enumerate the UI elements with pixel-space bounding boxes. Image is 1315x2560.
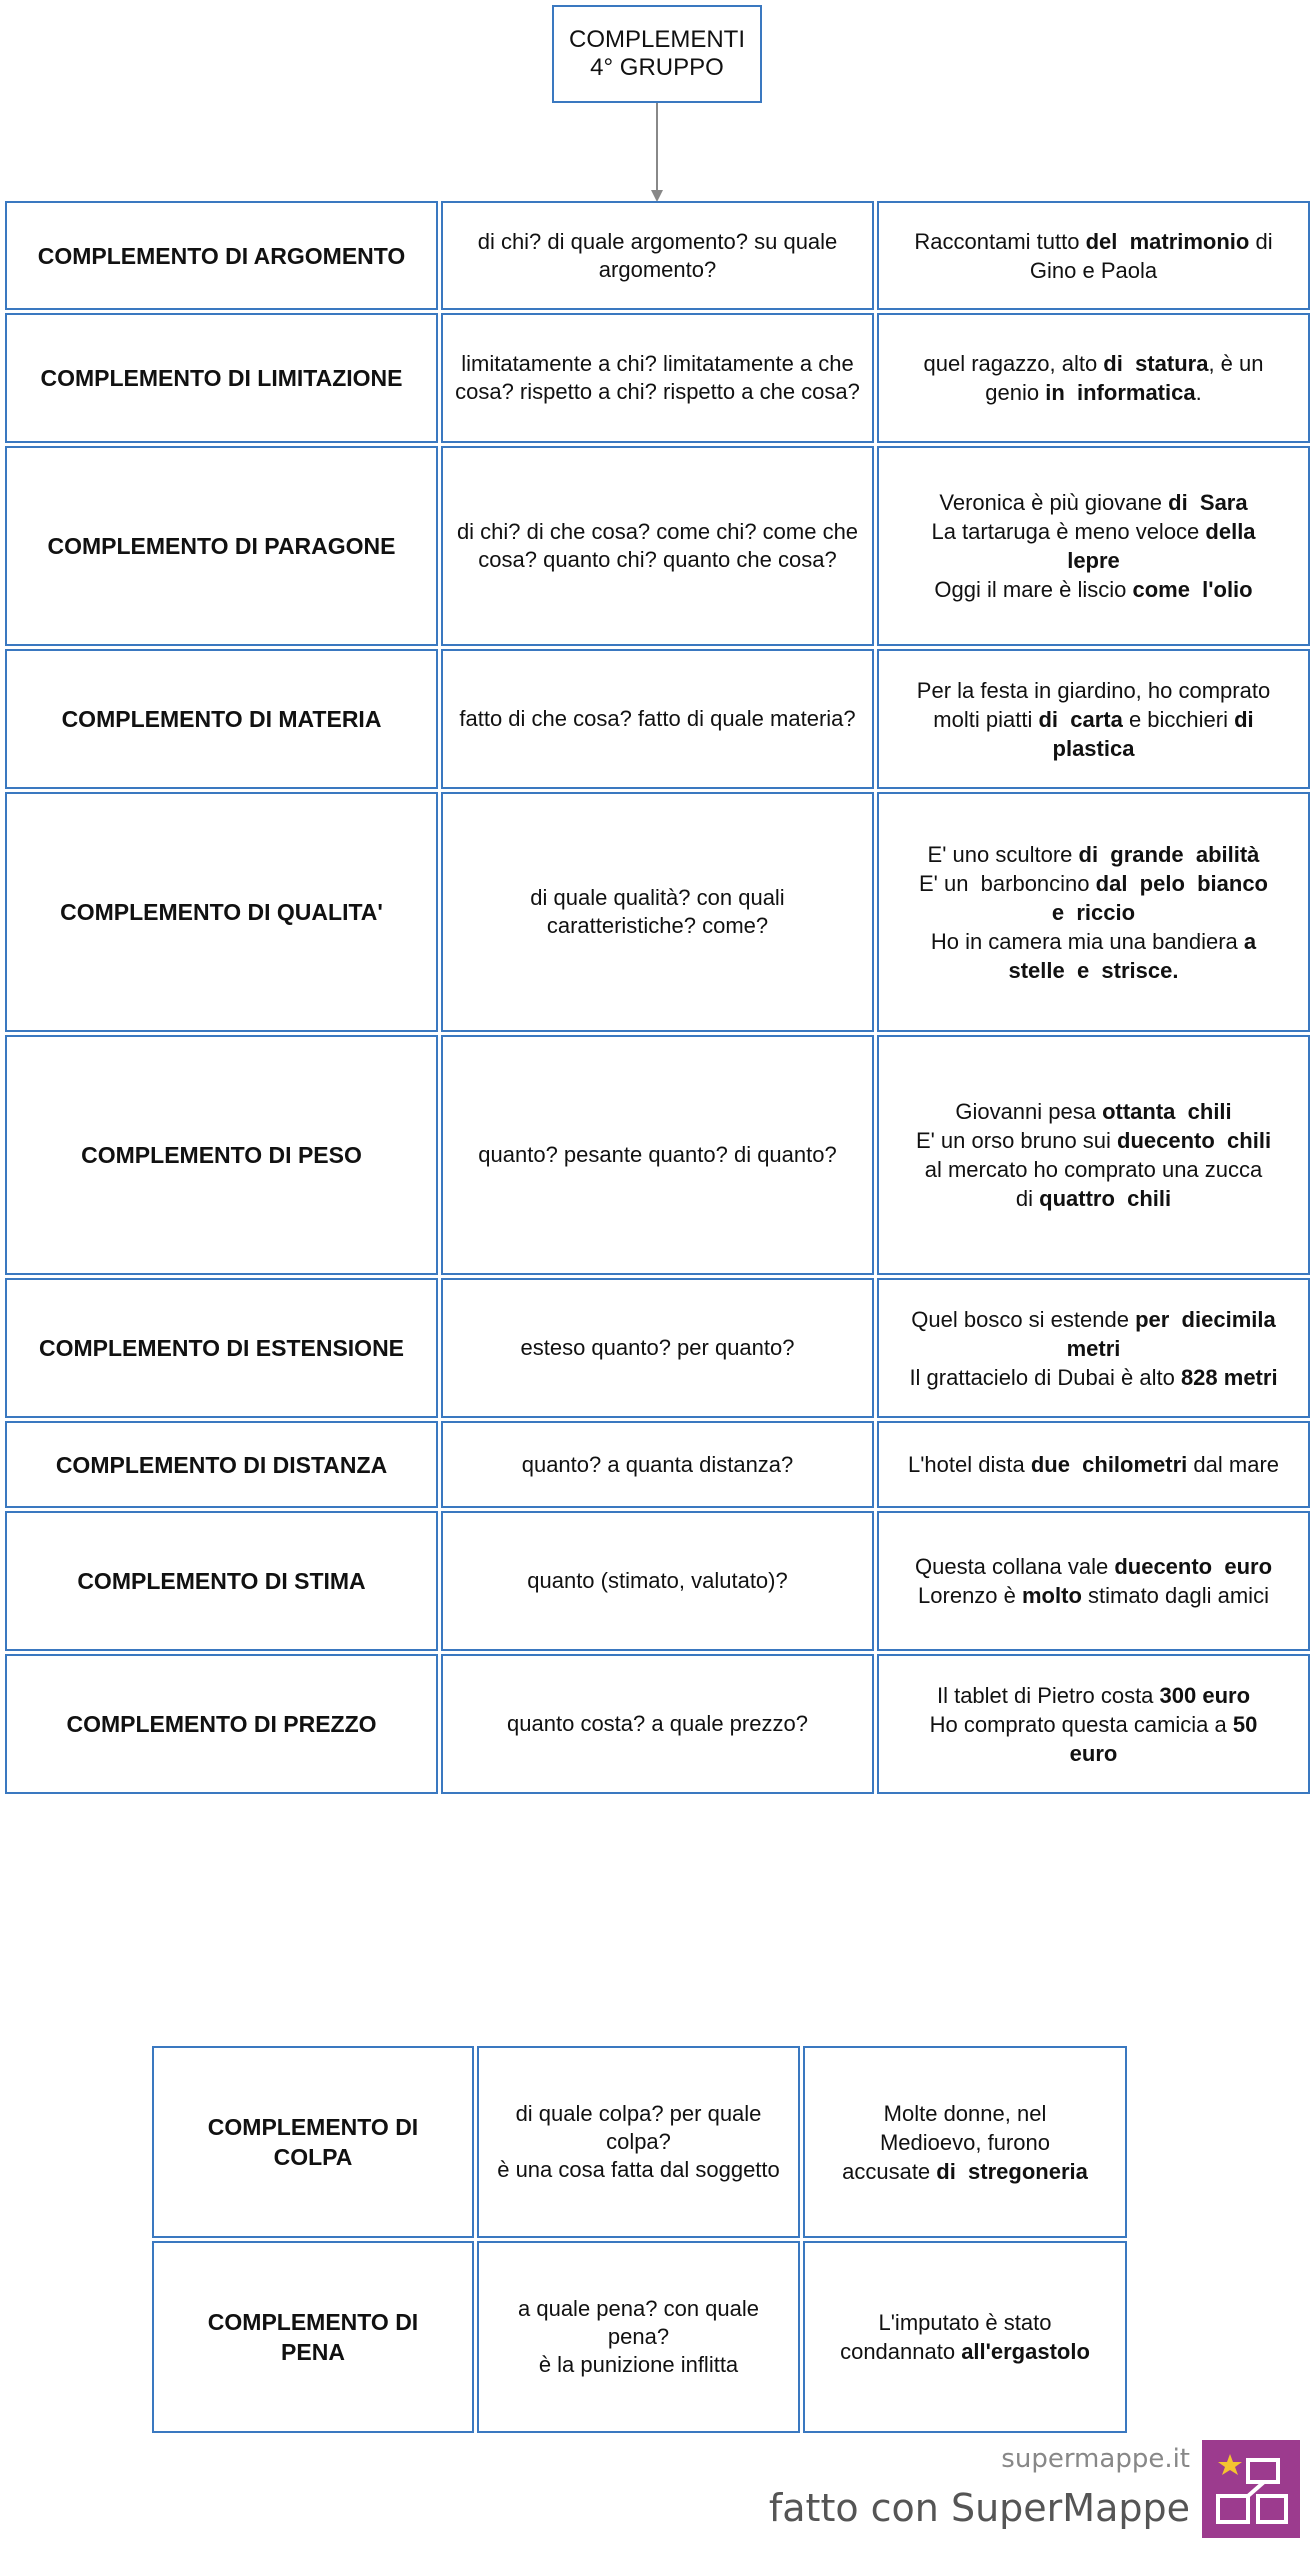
questions-cell <box>441 1421 874 1508</box>
example-segment: molti piatti <box>933 706 1039 732</box>
complement-name: COMPLEMENTO DI PESO <box>81 1142 362 1168</box>
example-segment: Lorenzo è <box>918 1583 1022 1608</box>
example-segment: Ho in camera mia una bandiera <box>930 928 1244 954</box>
example-cell <box>877 1654 1310 1794</box>
example-segment: E' uno scultore <box>927 841 1079 867</box>
questions-cell <box>477 2046 800 2238</box>
example-highlight: plastica <box>1052 735 1135 761</box>
example-highlight: di grande abilità <box>1078 841 1260 867</box>
complement-name-cell <box>5 649 438 789</box>
example-text <box>916 1097 1271 1213</box>
example-segment: quel ragazzo, alto <box>923 351 1104 376</box>
example-highlight: di statura <box>1103 351 1209 376</box>
complement-name-cell <box>5 792 438 1032</box>
questions-cell <box>441 201 874 310</box>
example-text <box>909 1305 1277 1392</box>
example-segment: L'imputato è stato <box>878 2310 1052 2335</box>
example-line <box>931 575 1255 604</box>
questions-text: esteso quanto? per quanto? <box>520 1335 795 1360</box>
questions-text: di chi? di quale argomento? su quale argomento? <box>477 228 838 282</box>
example-line <box>916 1097 1271 1126</box>
example-line <box>916 1126 1271 1155</box>
example-segment: Oggi il mare è liscio <box>934 577 1133 602</box>
complement-name-cell <box>5 1421 438 1508</box>
example-segment: Raccontami tutto <box>914 228 1086 254</box>
example-highlight: di Sara <box>1168 490 1248 515</box>
example-text <box>930 1681 1258 1768</box>
example-cell <box>877 1511 1310 1651</box>
complement-name-cell <box>5 1511 438 1651</box>
example-text <box>915 1552 1272 1610</box>
complement-name-cell <box>5 313 438 443</box>
example-line <box>909 1305 1277 1334</box>
example-cell <box>877 1421 1310 1508</box>
example-highlight: e riccio <box>1051 899 1136 925</box>
example-segment: genio <box>985 380 1046 405</box>
example-highlight: 828 metri <box>1180 1364 1278 1390</box>
example-line <box>916 1184 1271 1213</box>
example-segment: Gino e Paola <box>1029 257 1158 283</box>
example-segment: Molte donne, nel <box>883 2100 1047 2126</box>
example-text <box>914 227 1272 285</box>
example-line <box>840 2308 1090 2337</box>
example-highlight: 300 euro <box>1159 1682 1251 1708</box>
example-cell <box>877 1035 1310 1275</box>
example-cell <box>877 201 1310 310</box>
example-segment: Quel bosco si estende <box>911 1306 1136 1332</box>
complement-name: COMPLEMENTO DI COLPA <box>207 2114 419 2170</box>
complement-name: COMPLEMENTO DI MATERIA <box>61 706 382 732</box>
example-segment: al mercato ho comprato una zucca <box>924 1157 1263 1182</box>
example-cell <box>877 792 1310 1032</box>
example-segment: Medioevo, furono <box>879 2129 1050 2155</box>
example-segment: e bicchieri <box>1122 706 1235 732</box>
example-highlight: duecento chili <box>1117 1128 1272 1153</box>
example-segment: Il grattacielo di Dubai è alto <box>909 1364 1181 1390</box>
questions-text: a quale pena? con quale pena? è la punizione inflitta <box>518 2296 759 2377</box>
example-cell <box>877 649 1310 789</box>
example-line <box>842 2099 1088 2128</box>
example-line <box>919 840 1268 869</box>
questions-cell <box>477 2241 800 2433</box>
example-highlight: metri <box>1066 1335 1121 1361</box>
example-line <box>842 2128 1088 2157</box>
example-line <box>924 349 1264 378</box>
example-text <box>924 349 1264 407</box>
complement-name-cell <box>152 2046 474 2238</box>
example-highlight: a <box>1243 928 1257 954</box>
example-highlight: 50 <box>1232 1711 1258 1737</box>
example-line <box>930 1681 1258 1710</box>
example-line <box>930 1739 1258 1768</box>
example-text <box>908 1450 1279 1479</box>
questions-cell <box>441 446 874 646</box>
example-line <box>914 256 1272 285</box>
example-line <box>931 517 1255 546</box>
supermappe-branding <box>768 2440 1300 2550</box>
example-text <box>917 676 1270 763</box>
example-highlight: di carta <box>1038 706 1123 732</box>
questions-cell <box>441 313 874 443</box>
questions-text: fatto di che cosa? fatto di quale materia? <box>459 706 856 731</box>
example-line <box>924 378 1264 407</box>
example-text <box>931 488 1255 604</box>
example-highlight: della <box>1205 519 1256 544</box>
questions-text: di quale colpa? per quale colpa? è una cosa fatta dal soggetto <box>497 2101 780 2182</box>
root-title: COMPLEMENTI 4° GRUPPO <box>568 26 745 81</box>
example-cell <box>877 313 1310 443</box>
example-line <box>930 1710 1258 1739</box>
questions-text: di quale qualità? con quali caratteristiche? come? <box>530 885 785 938</box>
example-line <box>917 676 1270 705</box>
complement-name-cell <box>5 1035 438 1275</box>
example-line <box>931 546 1255 575</box>
example-highlight: stelle e strisce. <box>1008 957 1179 983</box>
example-cell <box>803 2241 1127 2433</box>
questions-text: quanto? a quanta distanza? <box>521 1451 794 1477</box>
example-segment: accusate <box>842 2158 937 2184</box>
example-line <box>919 956 1268 985</box>
example-line <box>919 927 1268 956</box>
example-line <box>908 1450 1279 1479</box>
example-highlight: euro <box>1069 1740 1118 1766</box>
example-segment: Per la festa in giardino, ho comprato <box>916 677 1271 703</box>
example-highlight: all'ergastolo <box>961 2339 1090 2364</box>
example-highlight: di stregoneria <box>936 2158 1088 2184</box>
example-text <box>842 2099 1088 2186</box>
complement-name-cell <box>152 2241 474 2433</box>
questions-cell <box>441 649 874 789</box>
example-segment: condannato <box>840 2339 962 2364</box>
example-line <box>909 1334 1277 1363</box>
questions-text: quanto costa? a quale prezzo? <box>507 1711 808 1736</box>
example-text <box>840 2308 1090 2366</box>
brand-site: supermappe.it <box>1001 2444 1190 2474</box>
example-line <box>917 705 1270 734</box>
example-line <box>919 898 1268 927</box>
complement-name-cell <box>5 446 438 646</box>
example-segment: di <box>1015 1186 1040 1211</box>
example-highlight: ottanta chili <box>1102 1099 1232 1124</box>
questions-text: quanto? pesante quanto? di quanto? <box>478 1142 837 1167</box>
example-line <box>919 869 1268 898</box>
complement-name: COMPLEMENTO DI ESTENSIONE <box>38 1335 405 1361</box>
example-segment: Ho comprato questa camicia a <box>929 1711 1233 1737</box>
example-highlight: come l'olio <box>1132 577 1253 602</box>
example-segment: Veronica è più giovane <box>939 490 1169 515</box>
example-highlight: quattro chili <box>1039 1186 1172 1211</box>
example-segment: stimato dagli amici <box>1081 1583 1269 1608</box>
complement-name-cell <box>5 1278 438 1418</box>
complement-name: COMPLEMENTO DI ARGOMENTO <box>37 242 406 269</box>
example-segment: , è un <box>1208 351 1264 376</box>
example-highlight: due chilometri <box>1030 1452 1188 1477</box>
example-line <box>840 2337 1090 2366</box>
supermappe-logo-icon <box>1202 2440 1300 2538</box>
example-line <box>917 734 1270 763</box>
example-cell <box>877 1278 1310 1418</box>
complement-name: COMPLEMENTO DI PREZZO <box>66 1711 377 1737</box>
example-highlight: per diecimila <box>1135 1306 1276 1332</box>
example-highlight: del matrimonio <box>1085 228 1250 254</box>
example-highlight: di <box>1234 706 1254 732</box>
example-line <box>915 1552 1272 1581</box>
example-cell <box>877 446 1310 646</box>
example-segment: L'hotel dista <box>907 1452 1031 1477</box>
questions-cell <box>441 1035 874 1275</box>
example-line <box>931 488 1255 517</box>
example-line <box>914 227 1272 256</box>
example-segment: di <box>1249 228 1273 254</box>
complement-name-cell <box>5 201 438 310</box>
example-line <box>915 1581 1272 1610</box>
example-segment: dal mare <box>1187 1452 1280 1477</box>
brand-made-with: fatto con SuperMappe <box>768 2486 1190 2530</box>
questions-cell <box>441 1511 874 1651</box>
example-line <box>842 2157 1088 2186</box>
example-highlight: molto <box>1022 1583 1082 1608</box>
example-segment: E' un orso bruno sui <box>915 1128 1118 1153</box>
questions-text: quanto (stimato, valutato)? <box>527 1568 788 1593</box>
example-segment: Il tablet di Pietro costa <box>936 1682 1160 1708</box>
example-cell <box>803 2046 1127 2238</box>
example-line <box>909 1363 1277 1392</box>
example-line <box>916 1155 1271 1184</box>
example-highlight: duecento euro <box>1114 1554 1273 1579</box>
example-segment: La tartaruga è meno veloce <box>931 519 1206 544</box>
complement-name: COMPLEMENTO DI LIMITAZIONE <box>40 365 403 391</box>
example-highlight: in informatica <box>1045 380 1196 405</box>
example-segment: Giovanni pesa <box>955 1099 1103 1124</box>
questions-cell <box>441 1278 874 1418</box>
questions-cell <box>441 792 874 1032</box>
questions-text: limitatamente a chi? limitatamente a che cosa? rispetto a chi? rispetto a che cosa? <box>455 351 860 404</box>
complement-name: COMPLEMENTO DI QUALITA' <box>60 899 383 925</box>
example-segment: . <box>1195 380 1202 405</box>
complement-name: COMPLEMENTO DI STIMA <box>77 1568 366 1594</box>
example-segment: E' un barboncino <box>918 870 1096 896</box>
example-text <box>919 840 1268 985</box>
example-highlight: lepre <box>1067 548 1120 573</box>
questions-text: di chi? di che cosa? come chi? come che cosa? quanto chi? quanto che cosa? <box>456 519 859 572</box>
questions-cell <box>441 1654 874 1794</box>
complement-name-cell <box>5 1654 438 1794</box>
example-segment: Questa collana vale <box>914 1554 1115 1579</box>
root-node <box>552 5 762 103</box>
complement-name: COMPLEMENTO DI PENA <box>207 2309 419 2365</box>
complement-name: COMPLEMENTO DI PARAGONE <box>47 533 396 559</box>
example-highlight: dal pelo bianco <box>1095 870 1268 896</box>
complement-name: COMPLEMENTO DI DISTANZA <box>55 1451 388 1478</box>
